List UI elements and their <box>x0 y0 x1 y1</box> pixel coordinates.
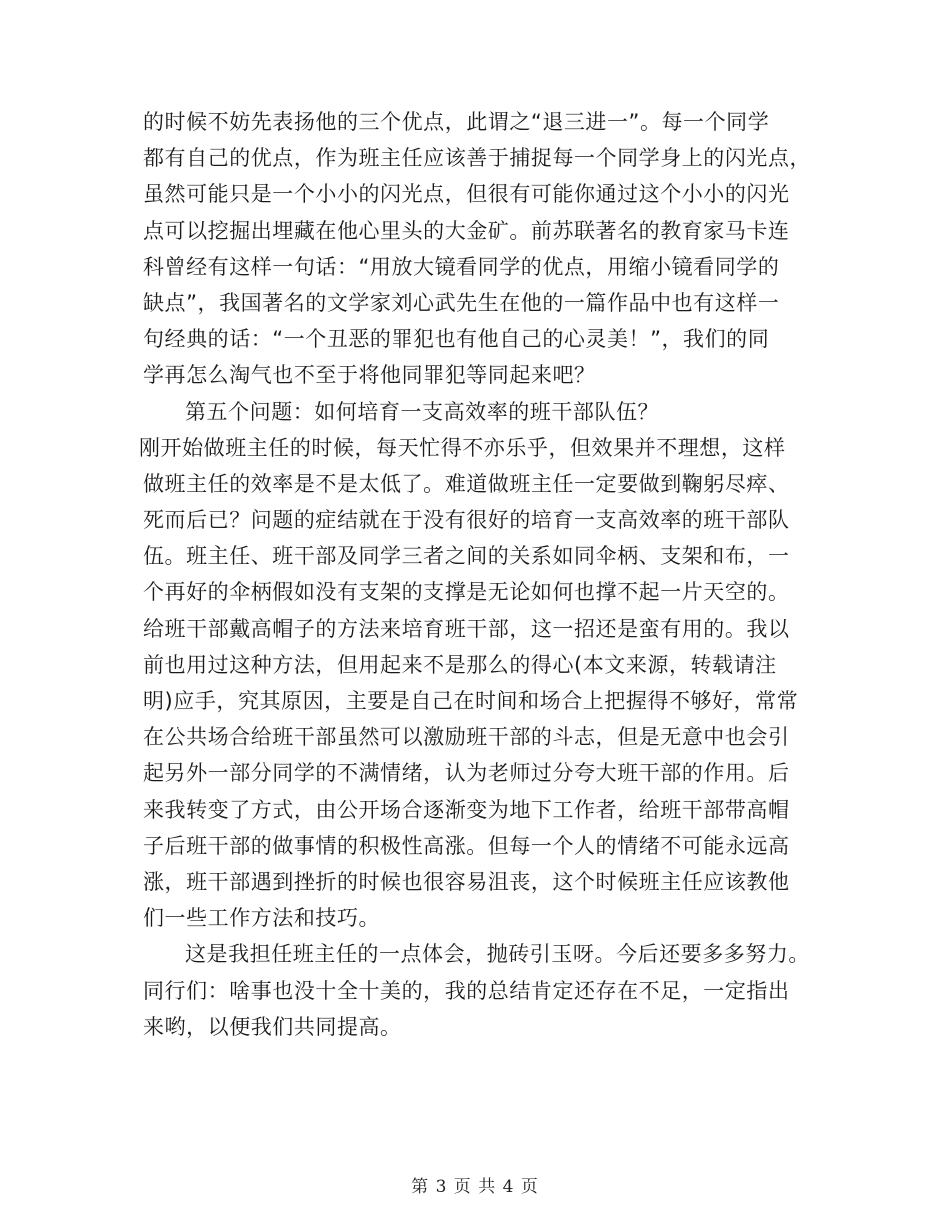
text-line: 给班干部戴高帽子的方法来培育班干部，这一招还是蛮有用的。我以 <box>143 616 790 641</box>
text-line: 科曾经有这样一句话：“用放大镜看同学的优点，用缩小镜看同学的 <box>143 254 780 279</box>
text-line: 明)应手，究其原因，主要是自己在时间和场合上把握得不够好，常常 <box>143 689 799 713</box>
page-number: 第 3 页 共 4 页 <box>411 1177 539 1197</box>
text-line: 前也用过这种方法，但用起来不是那么的得心(本文来源，转载请注 <box>143 652 777 677</box>
text-line: 缺点”，我国著名的文学家刘心武先生在他的一篇作品中也有这样一 <box>143 290 780 315</box>
text-line: 来我转变了方式，由公开场合逐渐变为地下工作者，给班干部带高帽 <box>143 797 790 822</box>
text-line: 子后班干部的做事情的积极性高涨。但每一个人的情绪不可能永远高 <box>143 833 790 858</box>
section-heading: 第五个问题：如何培育一支高效率的班干部队伍？ <box>185 399 660 424</box>
text-line: 起另外一部分同学的不满情绪，认为老师过分夸大班干部的作用。后 <box>143 761 790 786</box>
text-line: 伍。班主任、班干部及同学三者之间的关系如同伞柄、支架和布，一 <box>143 544 790 569</box>
text-line: 死而后已？问题的症结就在于没有很好的培育一支高效率的班干部队 <box>143 508 790 533</box>
text-line: 句经典的话：“一个丑恶的罪犯也有他自己的心灵美！”，我们的同 <box>143 327 770 352</box>
body-text <box>139 104 843 1045</box>
text-line: 学再怎么淘气也不至于将他同罪犯等同起来吧？ <box>143 363 596 388</box>
text-line: 虽然可能只是一个小小的闪光点，但很有可能你通过这个小小的闪光 <box>143 182 790 207</box>
text-line: 们一些工作方法和技巧。 <box>143 906 381 931</box>
text-line: 同行们：啥事也没十全十美的，我的总结肯定还存在不足，一定指出 <box>143 978 790 1003</box>
text-line: 刚开始做班主任的时候，每天忙得不亦乐乎，但效果并不理想，这样 <box>139 435 786 460</box>
text-line: 来哟，以便我们共同提高。 <box>143 1014 402 1039</box>
text-line: 做班主任的效率是不是太低了。难道做班主任一定要做到鞠躬尽瘁、 <box>143 471 790 496</box>
text-line: 在公共场合给班干部虽然可以激励班干部的斗志，但是无意中也会引 <box>143 725 790 750</box>
text-line: 点可以挖掘出埋藏在他心里头的大金矿。前苏联著名的教育家马卡连 <box>143 218 790 243</box>
text-line: 个再好的伞柄假如没有支架的支撑是无论如何也撑不起一片天空的。 <box>143 580 790 605</box>
text-line: 涨，班干部遇到挫折的时候也很容易沮丧，这个时候班主任应该教他 <box>143 869 790 894</box>
text-line: 的时候不妨先表扬他的三个优点，此谓之“退三进一”。每一个同学 <box>143 110 770 134</box>
text-line: 都有自己的优点，作为班主任应该善于捕捉每一个同学身上的闪光点， <box>143 146 812 171</box>
text-line: 这是我担任班主任的一点体会，抛砖引玉呀。今后还要多多努力。 <box>185 942 810 967</box>
